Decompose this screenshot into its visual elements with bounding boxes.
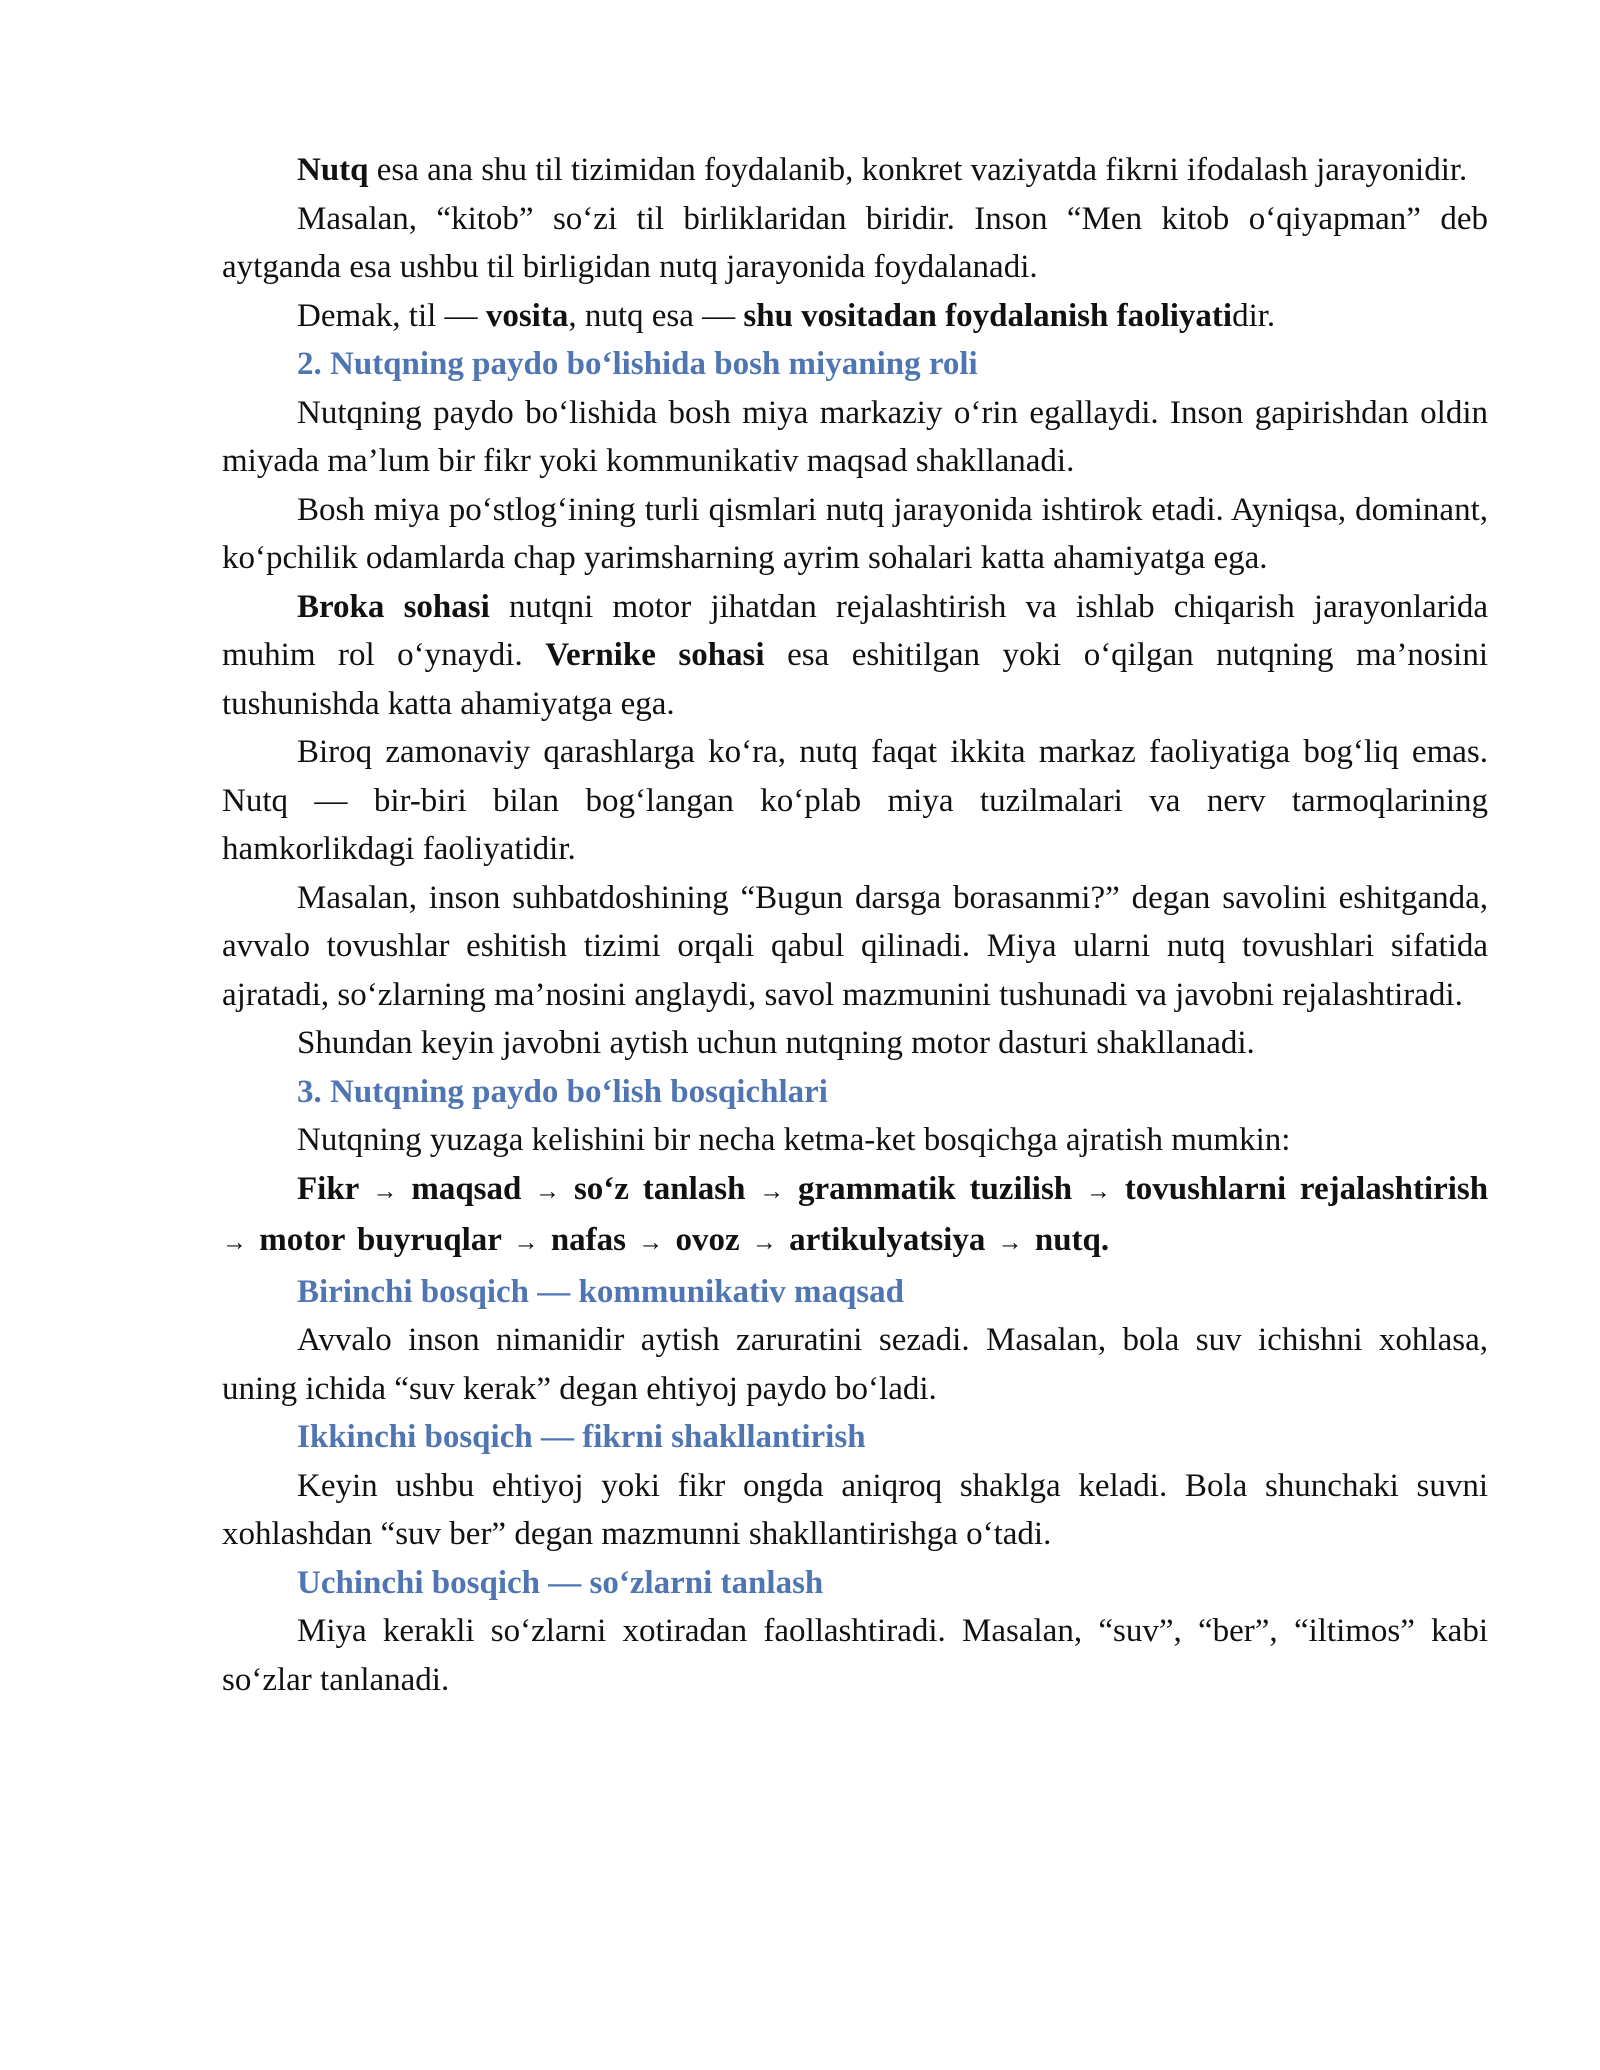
section-heading-3: 3. Nutqning paydo bo‘lish bosqichlari: [297, 1073, 828, 1110]
arrow-icon: →: [638, 1229, 664, 1256]
arrow-icon: →: [222, 1229, 247, 1256]
paragraph-stage-2: Keyin ushbu ehtiyoj yoki fikr ongda aniqroq shaklga keladi. Bola shunchaki suvni xohlashdan “suv ber” degan mazmunni shakllantirishga o‘tadi.: [222, 1467, 1488, 1552]
stage-step: artikulyatsiya: [789, 1222, 986, 1258]
paragraph-kitob-example: Masalan, “kitob” so‘zi til birliklaridan biridir. Inson “Men kitob o‘qiyapman” deb aytganda esa ushbu til birligidan nutq jarayonida foydalanadi.: [222, 200, 1488, 285]
paragraph-broka-vernike: [222, 583, 1488, 729]
stage-step: maqsad: [411, 1170, 522, 1207]
paragraph-motor-program: Shundan keyin javobni aytish uchun nutqning motor dasturi shakllanadi.: [297, 1025, 1255, 1061]
stage-step: ovoz: [675, 1222, 740, 1258]
paragraph-brain-role: Nutqning paydo bo‘lishida bosh miya markaziy o‘rin egallaydi. Inson gapirishdan oldin miyada ma’lum bir fikr yoki kommunikativ maqsad shakllanadi.: [222, 394, 1488, 479]
stage-heading-2: Ikkinchi bosqich — fikrni shakllantirish: [297, 1419, 866, 1455]
stage-step: grammatik tuzilish: [798, 1170, 1073, 1207]
arrow-icon: →: [372, 1177, 398, 1205]
paragraph-text: esa ana shu til tizimidan foydalanib, konkret vaziyatda fikrni ifodalash jarayonidir.: [368, 152, 1468, 188]
arrow-icon: →: [1085, 1177, 1111, 1205]
arrow-icon: →: [513, 1229, 539, 1256]
section-heading-2: 2. Nutqning paydo bo‘lishida bosh miyaning roli: [297, 346, 978, 382]
document-page: [222, 146, 1488, 1704]
stage-step: so‘z tanlash: [573, 1170, 746, 1207]
paragraph-demak: [222, 292, 1488, 341]
term-nutq: Nutq: [297, 152, 369, 188]
paragraph-text: Demak, til —: [297, 297, 486, 334]
term-broka: Broka sohasi: [297, 588, 490, 625]
term-vosita: vosita: [485, 297, 569, 334]
paragraph-stages-intro: Nutqning yuzaga kelishini bir necha ketma-ket bosqichga ajratish mumkin:: [297, 1122, 1291, 1158]
stage-step: nutq.: [1034, 1222, 1110, 1258]
arrow-icon: →: [997, 1229, 1023, 1256]
stages-sequence: [222, 1165, 1488, 1268]
paragraph-cortex: Bosh miya po‘stlog‘ining turli qismlari nutq jarayonida ishtirok etadi. Ayniqsa, dominant, ko‘pchilik odamlarda chap yarimsharning ayrim sohalari katta ahamiyatga ega.: [222, 491, 1488, 576]
stage-heading-1: Birinchi bosqich — kommunikativ maqsad: [297, 1273, 904, 1310]
arrow-icon: →: [535, 1177, 561, 1205]
paragraph-stage-1: Avvalo inson nimanidir aytish zaruratini sezadi. Masalan, bola suv ichishni xohlasa, uning ichida “suv kerak” degan ehtiyoj paydo bo‘ladi.: [222, 1322, 1488, 1407]
term-vernike: Vernike sohasi: [545, 637, 765, 673]
paragraph-text: nutqni motor jihatdan rejalashtirish va ishlab chiqarish jarayonlarida muhim rol o‘ynaydi.: [222, 588, 1489, 673]
paragraph-text: esa eshitilgan yoki o‘qilgan nutqning ma’nosini tushunishda katta ahamiyatga ega.: [222, 637, 1488, 722]
arrow-icon: →: [759, 1177, 785, 1205]
stage-step: motor buyruqlar: [259, 1222, 502, 1258]
paragraph-modern-view: Biroq zamonaviy qarashlarga ko‘ra, nutq faqat ikkita markaz faoliyatiga bog‘liq emas. Nutq — bir-biri bilan bog‘langan ko‘plab miya tuzilmalari va nerv tarmoqlarining hamkorlikdagi faoliyatidir.: [222, 734, 1488, 867]
paragraph-example-question: Masalan, inson suhbatdoshining “Bugun darsga borasanmi?” degan savolini eshitganda, avvalo tovushlar eshitish tizimi orqali qabul qilinadi. Miya ularni nutq tovushlari sifatida ajratadi, so‘zlarning ma’nosini anglaydi, savol mazmunini tushunadi va javobni rejalashtiradi.: [222, 879, 1488, 1013]
stage-step: tovushlarni rejalashtirish: [1124, 1170, 1489, 1207]
stage-heading-3: Uchinchi bosqich — so‘zlarni tanlash: [297, 1564, 824, 1601]
paragraph-nutq-definition: [222, 146, 1488, 195]
stage-step: Fikr: [297, 1170, 359, 1207]
arrow-icon: →: [751, 1229, 777, 1256]
paragraph-stage-3: Miya kerakli so‘zlarni xotiradan faollashtiradi. Masalan, “suv”, “ber”, “iltimos” kabi so‘zlar tanlanadi.: [222, 1613, 1488, 1698]
stage-step: nafas: [550, 1222, 626, 1258]
paragraph-text: , nutq esa —: [568, 297, 744, 334]
paragraph-text: dir.: [1232, 297, 1276, 334]
term-faoliyat: shu vositadan foydalanish faoliyati: [743, 297, 1233, 334]
